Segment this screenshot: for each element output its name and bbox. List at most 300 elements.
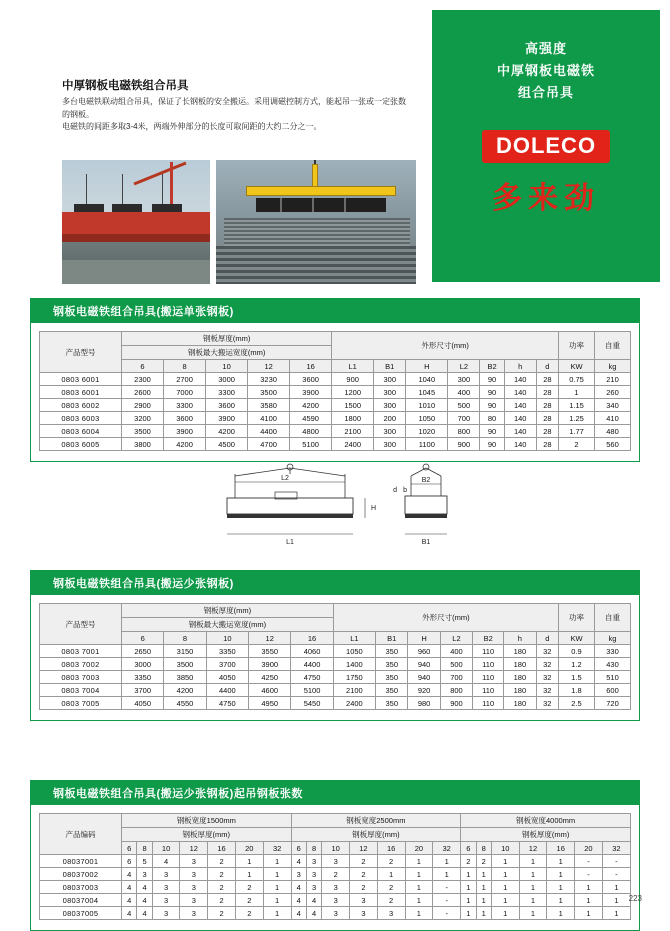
table-row bbox=[40, 907, 631, 920]
cell: 2 bbox=[476, 855, 491, 868]
section-few-plates bbox=[30, 570, 640, 721]
th-model: 产品型号 bbox=[40, 604, 122, 645]
cell: 4050 bbox=[122, 697, 164, 710]
th-g1-c0: 6 bbox=[122, 842, 137, 855]
table-row bbox=[40, 399, 631, 412]
svg-text:H: H bbox=[371, 505, 377, 512]
cell: 1 bbox=[519, 894, 547, 907]
cell: - bbox=[433, 907, 461, 920]
th-power: 功率 bbox=[559, 604, 595, 632]
cell: 1.2 bbox=[559, 658, 595, 671]
table-row bbox=[40, 868, 631, 881]
table-row bbox=[40, 855, 631, 868]
cell: 1 bbox=[235, 855, 263, 868]
table-row bbox=[40, 881, 631, 894]
table-row bbox=[40, 386, 631, 399]
cell: 1 bbox=[263, 907, 291, 920]
cell: 1 bbox=[519, 868, 547, 881]
cell: 2400 bbox=[332, 438, 374, 451]
table-body-few-plates bbox=[40, 645, 631, 710]
cell: 1 bbox=[476, 894, 491, 907]
cell: 1.8 bbox=[559, 684, 595, 697]
th-weight-unit: kg bbox=[595, 632, 631, 645]
cell: 1 bbox=[405, 894, 433, 907]
section-plate-count-title: 钢板电磁铁组合吊具(搬运少张钢板)起吊钢板张数 bbox=[31, 781, 639, 805]
cell: 2 bbox=[208, 907, 236, 920]
table-row bbox=[40, 658, 631, 671]
cell: 4 bbox=[306, 894, 321, 907]
cell: 1 bbox=[461, 894, 476, 907]
cell: 300 bbox=[374, 399, 406, 412]
cell: 3 bbox=[322, 894, 350, 907]
table-row bbox=[40, 828, 631, 842]
table-row bbox=[40, 425, 631, 438]
cell: 3 bbox=[180, 894, 208, 907]
cell: 3 bbox=[180, 855, 208, 868]
cell: 1 bbox=[575, 881, 603, 894]
cell: 1050 bbox=[406, 412, 448, 425]
th-g1-c6: 32 bbox=[263, 842, 291, 855]
cell-model: 0803 7004 bbox=[40, 684, 122, 697]
cell: 3500 bbox=[164, 658, 206, 671]
brand-logo bbox=[432, 130, 660, 217]
cell-model: 08037001 bbox=[40, 855, 122, 868]
cell: 350 bbox=[376, 697, 408, 710]
cell: 3 bbox=[306, 855, 321, 868]
section-few-plates-title: 钢板电磁铁组合吊具(搬运少张钢板) bbox=[31, 571, 639, 595]
cell: 4 bbox=[137, 907, 152, 920]
cell: 510 bbox=[595, 671, 631, 684]
cell: 90 bbox=[480, 438, 504, 451]
table-row bbox=[40, 604, 631, 618]
th-d: d bbox=[536, 360, 558, 373]
table-row bbox=[40, 894, 631, 907]
table-plate-count bbox=[39, 813, 631, 920]
cell: 3900 bbox=[249, 658, 291, 671]
cell: 300 bbox=[374, 438, 406, 451]
table-few-plates-specs bbox=[39, 603, 631, 710]
cell: 1045 bbox=[406, 386, 448, 399]
cell: 1 bbox=[602, 907, 630, 920]
th-g3-c3: 12 bbox=[519, 842, 547, 855]
th-weight-unit: kg bbox=[595, 360, 631, 373]
cell: 3550 bbox=[249, 645, 291, 658]
cell: 3500 bbox=[248, 386, 290, 399]
cell: 350 bbox=[376, 684, 408, 697]
table-single-plate-specs bbox=[39, 331, 631, 451]
cell-model: 08037002 bbox=[40, 868, 122, 881]
svg-text:d: d bbox=[393, 487, 397, 494]
th-g2-c2: 10 bbox=[322, 842, 350, 855]
cell: 32 bbox=[536, 697, 558, 710]
cell: 1 bbox=[575, 907, 603, 920]
th-width-1500: 钢板宽度1500mm bbox=[122, 814, 292, 828]
th-width-4000: 钢板宽度4000mm bbox=[461, 814, 631, 828]
th-t16: 16 bbox=[291, 632, 333, 645]
cell: 410 bbox=[595, 412, 631, 425]
table-row bbox=[40, 373, 631, 386]
cell: 2 bbox=[208, 855, 236, 868]
th-H: H bbox=[408, 632, 440, 645]
th-L2: L2 bbox=[448, 360, 480, 373]
intro-paragraph-2: 电磁铁的间距多取3-4米，两端外伸部分的长度可取间距的大约二分之一。 bbox=[62, 122, 322, 131]
cell: 1.15 bbox=[559, 399, 595, 412]
cell: 3 bbox=[306, 868, 321, 881]
cell: 3350 bbox=[122, 671, 164, 684]
cell: 110 bbox=[473, 684, 504, 697]
cell: 1400 bbox=[333, 658, 375, 671]
cell-model: 0803 7002 bbox=[40, 658, 122, 671]
cell: 2 bbox=[350, 868, 378, 881]
cell: 3900 bbox=[206, 412, 248, 425]
cell: 1 bbox=[602, 881, 630, 894]
cell: 500 bbox=[448, 399, 480, 412]
cell: 1 bbox=[491, 855, 519, 868]
cell: 700 bbox=[448, 412, 480, 425]
cell: 28 bbox=[536, 386, 558, 399]
svg-text:L2: L2 bbox=[281, 475, 289, 482]
cell: 2100 bbox=[333, 684, 375, 697]
cell: 3300 bbox=[206, 386, 248, 399]
cell: 3150 bbox=[164, 645, 206, 658]
cell: 80 bbox=[480, 412, 504, 425]
cell: 3700 bbox=[122, 684, 164, 697]
cell: 1 bbox=[519, 907, 547, 920]
cell: 2 bbox=[208, 868, 236, 881]
cell: 1 bbox=[547, 855, 575, 868]
cell: 90 bbox=[480, 399, 504, 412]
cell: 2 bbox=[208, 894, 236, 907]
cell: 700 bbox=[440, 671, 472, 684]
cell: 140 bbox=[504, 386, 536, 399]
cell: 4600 bbox=[249, 684, 291, 697]
cell: 0.75 bbox=[559, 373, 595, 386]
th-model: 产品编码 bbox=[40, 814, 122, 855]
th-width-2500: 钢板宽度2500mm bbox=[291, 814, 461, 828]
cell: 2900 bbox=[122, 399, 164, 412]
cell: 1 bbox=[491, 881, 519, 894]
cell: 1500 bbox=[332, 399, 374, 412]
table-row bbox=[40, 332, 631, 346]
cell: 3600 bbox=[164, 412, 206, 425]
th-g2-c0: 6 bbox=[291, 842, 306, 855]
th-sub-4000: 钢板厚度(mm) bbox=[461, 828, 631, 842]
cell: 2 bbox=[350, 855, 378, 868]
cell: 300 bbox=[374, 425, 406, 438]
th-t8: 8 bbox=[164, 632, 206, 645]
cell: 1.5 bbox=[559, 671, 595, 684]
cell: 3 bbox=[322, 855, 350, 868]
cell: 3300 bbox=[164, 399, 206, 412]
cell-model: 08037003 bbox=[40, 881, 122, 894]
cell: 340 bbox=[595, 399, 631, 412]
cell: 3 bbox=[322, 907, 350, 920]
table-row bbox=[40, 814, 631, 828]
cell: 110 bbox=[473, 697, 504, 710]
cell: 1 bbox=[547, 881, 575, 894]
cell: 4800 bbox=[290, 425, 332, 438]
intro-text bbox=[62, 96, 412, 134]
cell: 1 bbox=[263, 855, 291, 868]
th-H: H bbox=[406, 360, 448, 373]
cell: 1200 bbox=[332, 386, 374, 399]
cell: 1 bbox=[476, 881, 491, 894]
cell: 140 bbox=[504, 438, 536, 451]
cell: 560 bbox=[595, 438, 631, 451]
section-single-plate bbox=[30, 298, 640, 462]
cell: 1 bbox=[377, 868, 405, 881]
cell: 1040 bbox=[406, 373, 448, 386]
cell: 90 bbox=[480, 425, 504, 438]
cell: 3200 bbox=[122, 412, 164, 425]
cell: 4 bbox=[137, 894, 152, 907]
cell: 4 bbox=[306, 907, 321, 920]
table-body-plate-count bbox=[40, 855, 631, 920]
cell: 3800 bbox=[122, 438, 164, 451]
cell: 330 bbox=[595, 645, 631, 658]
photo-magnet-beam-stack bbox=[216, 160, 416, 284]
cell: 4 bbox=[291, 881, 306, 894]
cell: 4700 bbox=[248, 438, 290, 451]
cell: 2 bbox=[208, 881, 236, 894]
th-thickness-group: 钢板厚度(mm) bbox=[122, 332, 332, 346]
cell: 1.77 bbox=[559, 425, 595, 438]
cell: 1.25 bbox=[559, 412, 595, 425]
cell: 940 bbox=[408, 671, 440, 684]
th-g2-c6: 32 bbox=[433, 842, 461, 855]
cell: 400 bbox=[440, 645, 472, 658]
cell: 4 bbox=[122, 881, 137, 894]
cell: 4200 bbox=[164, 684, 206, 697]
th-L1: L1 bbox=[332, 360, 374, 373]
cell: - bbox=[575, 868, 603, 881]
cell: 3000 bbox=[122, 658, 164, 671]
cell: 4 bbox=[122, 907, 137, 920]
th-h: h bbox=[504, 632, 536, 645]
cell: 1 bbox=[405, 881, 433, 894]
cell-model: 0803 7003 bbox=[40, 671, 122, 684]
cell: 3 bbox=[350, 907, 378, 920]
cell: 3850 bbox=[164, 671, 206, 684]
table-row bbox=[40, 632, 631, 645]
cell: 3000 bbox=[206, 373, 248, 386]
cell: - bbox=[575, 855, 603, 868]
cell: 5450 bbox=[291, 697, 333, 710]
th-g2-c4: 16 bbox=[377, 842, 405, 855]
intro-paragraph-1: 多台电磁铁联动组合吊具，保证了长钢板的安全搬运。采用调磁控制方式，能起吊一张或一定张数的钢板。 bbox=[62, 97, 406, 119]
cell: 4060 bbox=[291, 645, 333, 658]
table-row bbox=[40, 438, 631, 451]
cell: 4500 bbox=[206, 438, 248, 451]
cell: 400 bbox=[448, 386, 480, 399]
cell: 4 bbox=[291, 907, 306, 920]
cell: 4590 bbox=[290, 412, 332, 425]
cell: 2 bbox=[322, 868, 350, 881]
cell: 1050 bbox=[333, 645, 375, 658]
cell-model: 0803 7001 bbox=[40, 645, 122, 658]
cell: 1100 bbox=[406, 438, 448, 451]
cell: 2100 bbox=[332, 425, 374, 438]
cell: 350 bbox=[376, 658, 408, 671]
th-max-length: 钢板最大搬运宽度(mm) bbox=[122, 346, 332, 360]
cell: - bbox=[602, 868, 630, 881]
section-plate-count bbox=[30, 780, 640, 931]
th-B2: B2 bbox=[480, 360, 504, 373]
th-t10: 10 bbox=[206, 632, 248, 645]
th-t16: 16 bbox=[290, 360, 332, 373]
cell: 4 bbox=[152, 855, 180, 868]
cell: 4200 bbox=[290, 399, 332, 412]
cell: 32 bbox=[536, 645, 558, 658]
dimension-diagram bbox=[215, 462, 475, 562]
cell: 1020 bbox=[406, 425, 448, 438]
cell: 4 bbox=[291, 855, 306, 868]
cell: 180 bbox=[504, 645, 536, 658]
cell: 900 bbox=[332, 373, 374, 386]
cell: 1 bbox=[433, 855, 461, 868]
cell: 350 bbox=[376, 645, 408, 658]
cell: 2 bbox=[377, 855, 405, 868]
cell: 3 bbox=[180, 907, 208, 920]
cell: 200 bbox=[374, 412, 406, 425]
cell: 1 bbox=[405, 868, 433, 881]
cell: 2300 bbox=[122, 373, 164, 386]
cell: 28 bbox=[536, 425, 558, 438]
cell-model: 0803 6001 bbox=[40, 386, 122, 399]
cell: 4 bbox=[137, 881, 152, 894]
cell: 2600 bbox=[122, 386, 164, 399]
page-number: 223 bbox=[628, 894, 642, 903]
cell: 1 bbox=[491, 894, 519, 907]
brand-logo-chinese: 多来劲 bbox=[492, 182, 600, 215]
th-g1-c4: 16 bbox=[208, 842, 236, 855]
th-weight: 自重 bbox=[595, 604, 631, 632]
cell: 1 bbox=[575, 894, 603, 907]
th-t8: 8 bbox=[164, 360, 206, 373]
cell-model: 0803 6001 bbox=[40, 373, 122, 386]
banner-title-line-2: 中厚钢板电磁铁 bbox=[496, 63, 595, 78]
cell: 1 bbox=[461, 868, 476, 881]
cell: 1 bbox=[405, 855, 433, 868]
cell: 1 bbox=[491, 907, 519, 920]
cell: 4400 bbox=[206, 684, 248, 697]
cell-model: 0803 6005 bbox=[40, 438, 122, 451]
cell: 2 bbox=[377, 881, 405, 894]
cell: 210 bbox=[595, 373, 631, 386]
cell: 2 bbox=[461, 855, 476, 868]
cell: 1 bbox=[602, 894, 630, 907]
cell: 28 bbox=[536, 373, 558, 386]
product-banner bbox=[432, 10, 660, 282]
th-g2-c5: 20 bbox=[405, 842, 433, 855]
cell: 4050 bbox=[206, 671, 248, 684]
cell: 3 bbox=[152, 868, 180, 881]
cell: 28 bbox=[536, 412, 558, 425]
cell: 2.5 bbox=[559, 697, 595, 710]
cell: 1010 bbox=[406, 399, 448, 412]
svg-text:B2: B2 bbox=[421, 477, 431, 484]
cell: 1 bbox=[263, 868, 291, 881]
cell-model: 08037005 bbox=[40, 907, 122, 920]
cell: 3350 bbox=[206, 645, 248, 658]
cell: - bbox=[433, 881, 461, 894]
cell: 3900 bbox=[164, 425, 206, 438]
cell: 4 bbox=[122, 868, 137, 881]
cell: 32 bbox=[536, 658, 558, 671]
cell: 1 bbox=[461, 881, 476, 894]
cell: 3 bbox=[152, 907, 180, 920]
cell: 1 bbox=[235, 868, 263, 881]
cell: 3580 bbox=[248, 399, 290, 412]
cell: 3600 bbox=[290, 373, 332, 386]
cell: 600 bbox=[595, 684, 631, 697]
th-g3-c1: 8 bbox=[476, 842, 491, 855]
cell: 2 bbox=[559, 438, 595, 451]
th-weight: 自重 bbox=[595, 332, 631, 360]
cell: 28 bbox=[536, 399, 558, 412]
cell: 900 bbox=[448, 438, 480, 451]
cell: - bbox=[433, 894, 461, 907]
cell: - bbox=[602, 855, 630, 868]
cell: 1800 bbox=[332, 412, 374, 425]
cell: 7000 bbox=[164, 386, 206, 399]
cell: 3 bbox=[291, 868, 306, 881]
th-g3-c2: 10 bbox=[491, 842, 519, 855]
cell: 3700 bbox=[206, 658, 248, 671]
cell: 110 bbox=[473, 658, 504, 671]
cell: 140 bbox=[504, 399, 536, 412]
cell: 1 bbox=[433, 868, 461, 881]
cell: 1 bbox=[263, 894, 291, 907]
cell: 90 bbox=[480, 386, 504, 399]
cell: 110 bbox=[473, 645, 504, 658]
banner-title-line-3: 组合吊具 bbox=[517, 85, 574, 100]
table-row bbox=[40, 697, 631, 710]
cell: 2400 bbox=[333, 697, 375, 710]
cell: 500 bbox=[440, 658, 472, 671]
th-h: h bbox=[504, 360, 536, 373]
cell: 1 bbox=[405, 907, 433, 920]
cell: 1 bbox=[263, 881, 291, 894]
th-max-length: 钢板最大搬运宽度(mm) bbox=[122, 618, 334, 632]
th-power: 功率 bbox=[559, 332, 595, 360]
table-row bbox=[40, 684, 631, 697]
cell: 300 bbox=[374, 373, 406, 386]
th-g2-c3: 12 bbox=[350, 842, 378, 855]
cell: 3 bbox=[152, 894, 180, 907]
cell: 350 bbox=[376, 671, 408, 684]
cell: 4400 bbox=[291, 658, 333, 671]
cell: 3 bbox=[152, 881, 180, 894]
cell: 4200 bbox=[206, 425, 248, 438]
cell: 4100 bbox=[248, 412, 290, 425]
cell: 960 bbox=[408, 645, 440, 658]
cell: 430 bbox=[595, 658, 631, 671]
th-L2: L2 bbox=[440, 632, 472, 645]
cell: 2 bbox=[377, 894, 405, 907]
photo-magnet-lifting-plate bbox=[62, 160, 210, 284]
cell: 480 bbox=[595, 425, 631, 438]
cell: 4950 bbox=[249, 697, 291, 710]
table-row bbox=[40, 842, 631, 855]
cell: 2 bbox=[235, 894, 263, 907]
cell: 3 bbox=[322, 881, 350, 894]
cell: 2650 bbox=[122, 645, 164, 658]
cell: 4250 bbox=[249, 671, 291, 684]
cell-model: 0803 7005 bbox=[40, 697, 122, 710]
th-g3-c4: 16 bbox=[547, 842, 575, 855]
table-row bbox=[40, 360, 631, 373]
